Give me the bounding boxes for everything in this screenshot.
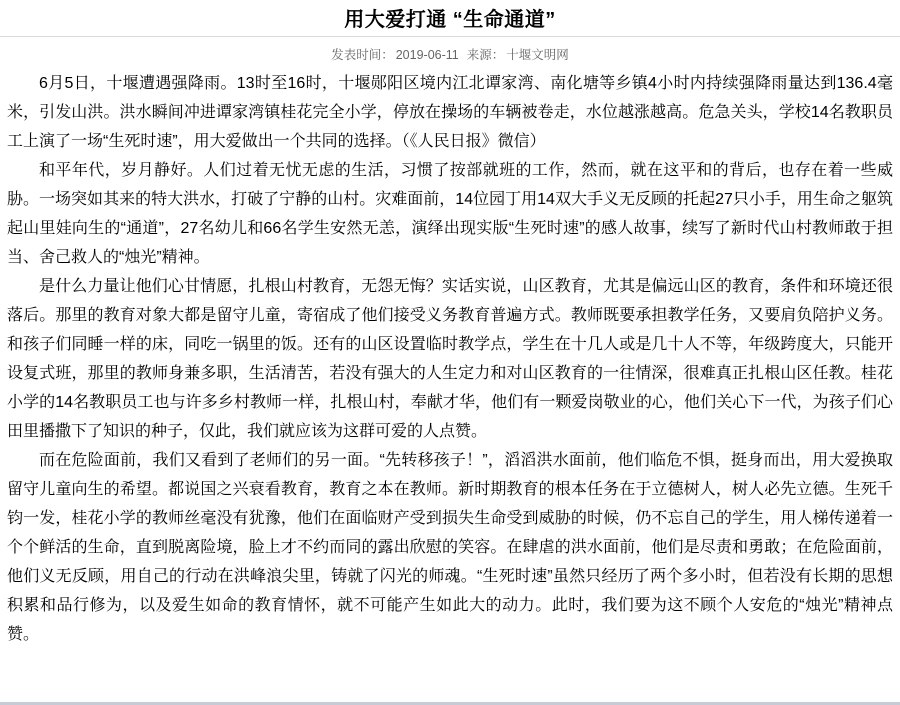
paragraph-2: 和平年代，岁月静好。人们过着无忧无虑的生活，习惯了按部就班的工作，然而，就在这平和的背后，也存在着一些威胁。一场突如其来的特大洪水，打破了宁静的山村。灾难面前，14位园丁用14双大手义无反顾的托起27只小手，用生命之躯筑起山里娃向生的“通道”，27名幼儿和66名学生安然无恙，演绎出现实版“生死时速”的感人故事，续写了新时代山村教师敢于担当、舍己救人的“烛光”精神。 — [7, 162, 893, 266]
paragraph-3: 是什么力量让他们心甘情愿，扎根山村教育，无怨无悔？实话实说，山区教育，尤其是偏远山区的教育，条件和环境还很落后。那里的教育对象大都是留守儿童，寄宿成了他们接受义务教育普遍方式。教师既要承担教学任务，又要肩负陪护义务。和孩子们同睡一样的床，同吃一锅里的饭。还有的山区设置临时教学点，学生在十几人或是几十人不等，年级跨度大，只能开设复式班，那里的教师身兼多职，生活清苦，若没有强大的人生定力和对山区教育的一往情深，很难真正扎根山区任教。桂花小学的14名教职员工也与许多乡村教师一样，扎根山村，奉献才华，他们有一颗爱岗敬业的心，他们关心下一代，为孩子们心田里播撒下了知识的种子，仅此，我们就应该为这群可爱的人点赞。 — [7, 278, 893, 440]
source-label: 来源： — [466, 48, 505, 62]
paragraph-4: 而在危险面前，我们又看到了老师们的另一面。“先转移孩子！”，滔滔洪水面前，他们临危不惧，挺身而出，用大爱换取留守儿童向生的希望。都说国之兴衰看教育，教育之本在教师。新时期教育的根本任务在于立德树人，树人必先立德。生死千钧一发，桂花小学的教师丝毫没有犹豫，他们在面临财产受到损失生命受到威胁的时候，仍不忘自己的学生，用人梯传递着一个个鲜活的生命，直到脱离险境，脸上才不约而同的露出欣慰的笑容。在肆虐的洪水面前，他们是尽责和勇敢；在危险面前，他们义无反顾，用自己的行动在洪峰浪尖里，铸就了闪光的师魂。“生死时速”虽然只经历了两个多小时，但若没有长期的思想积累和品行修为，以及爱生如命的教育情怀，就不可能产生如此大的动力。此时，我们要为这不顾个人安危的“烛光”精神点赞。 — [7, 452, 893, 643]
publish-time-label: 发表时间： — [331, 48, 394, 62]
article-body — [0, 69, 900, 649]
paragraph-1: 6月5日，十堰遭遇强降雨。13时至16时，十堰郧阳区境内江北谭家湾、南化塘等乡镇4小时内持续强降雨量达到136.4毫米，引发山洪。洪水瞬间冲进谭家湾镇桂花完全小学，停放在操场的车辆被卷走，水位越涨越高。危急关头，学校14名教职员工上演了一场“生死时速”，用大爱做出一个共同的选择。（《人民日报》微信） — [7, 75, 893, 150]
source-name: 十堰文明网 — [506, 48, 569, 62]
article-title: 用大爱打通 “生命通道” — [344, 9, 556, 31]
publish-date: 2019-06-11 — [395, 48, 459, 62]
article-meta — [0, 37, 900, 69]
